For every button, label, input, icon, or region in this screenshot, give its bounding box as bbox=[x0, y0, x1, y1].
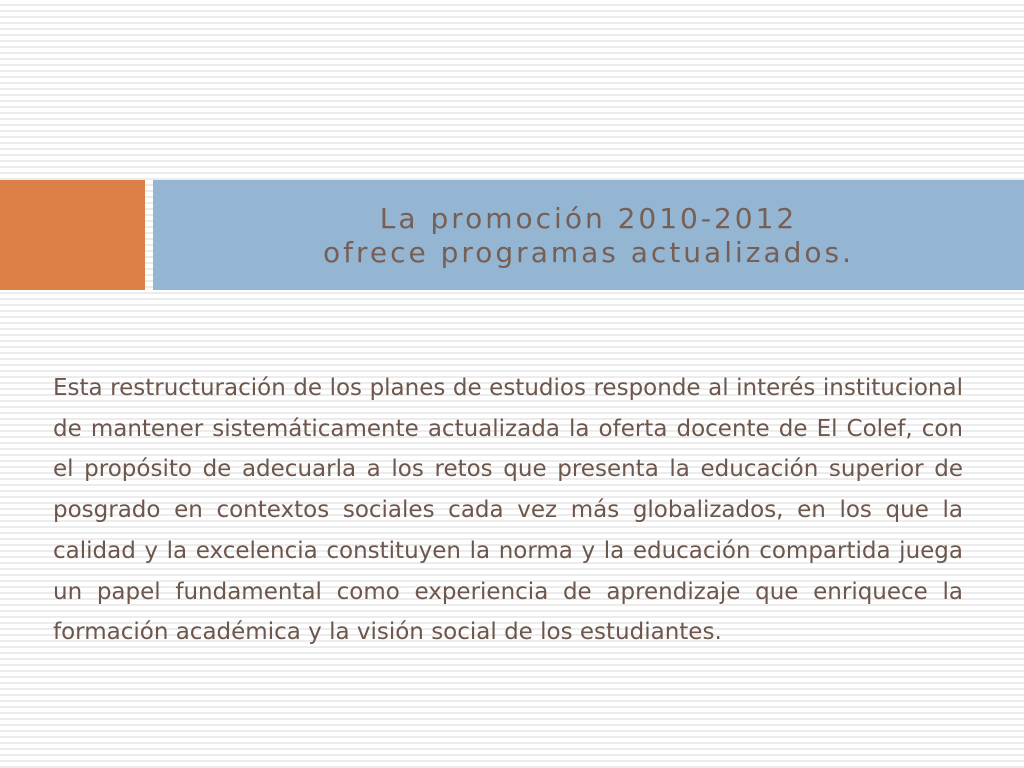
accent-block bbox=[0, 180, 145, 290]
body-paragraph: Esta restructuración de los planes de estudios responde al interés institucional de mantener sistemáticamente actualizada la oferta docente de El Colef, con el propósito de adecuarla a los retos que presenta la educación superior de posgrado en contextos sociales cada vez más globalizados, en los que la calidad y la excelencia constituyen la norma y la educación compartida juega un papel fundamental como experiencia de aprendizaje que enriquece la formación académica y la visión social de los estudiantes. bbox=[53, 375, 963, 646]
slide-title-line-2: ofrece programas actualizados. bbox=[322, 236, 855, 269]
title-bar bbox=[153, 180, 1024, 290]
slide-title-line-1: La promoción 2010-2012 bbox=[379, 202, 798, 235]
